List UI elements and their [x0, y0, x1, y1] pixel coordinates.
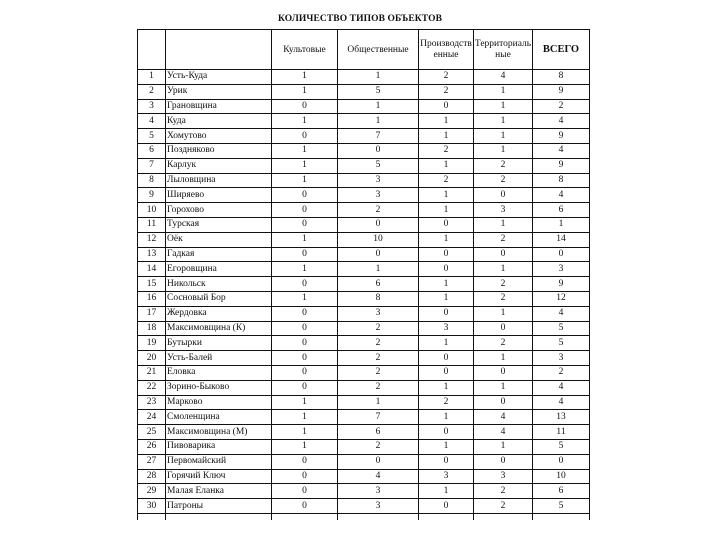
row-index: 1 [138, 70, 166, 85]
social-count: 7 [338, 129, 419, 144]
cult-count: 0 [272, 336, 338, 351]
total-count: 5 [533, 321, 590, 336]
table-row [138, 84, 590, 99]
cult-count: 1 [272, 291, 338, 306]
production-count: 0 [419, 365, 474, 380]
territorial-count: 1 [474, 84, 533, 99]
row-index: 28 [138, 469, 166, 484]
settlement-name: Первомайский [166, 454, 272, 469]
settlement-name: Хомутово [166, 129, 272, 144]
production-count: 1 [419, 410, 474, 425]
total-count: 6 [533, 484, 590, 499]
row-index: 11 [138, 217, 166, 232]
total-count: 8 [533, 173, 590, 188]
total-count: 9 [533, 84, 590, 99]
table-row [138, 351, 590, 366]
territorial-count: 1 [474, 380, 533, 395]
settlement-name: Усть-Куда [166, 70, 272, 85]
row-index: 27 [138, 454, 166, 469]
empty-cell [533, 513, 590, 520]
cult-count: 0 [272, 217, 338, 232]
territorial-count: 2 [474, 499, 533, 514]
territorial-count: 1 [474, 114, 533, 129]
total-count: 4 [533, 395, 590, 410]
settlement-name: Жердовка [166, 306, 272, 321]
header-social: Общественные [338, 30, 419, 70]
territorial-count: 0 [474, 395, 533, 410]
production-count: 2 [419, 143, 474, 158]
social-count: 1 [338, 99, 419, 114]
territorial-count: 1 [474, 143, 533, 158]
table-row [138, 158, 590, 173]
row-index: 5 [138, 129, 166, 144]
row-index: 8 [138, 173, 166, 188]
territorial-count: 2 [474, 484, 533, 499]
social-count: 0 [338, 217, 419, 232]
total-count: 5 [533, 336, 590, 351]
social-count: 3 [338, 188, 419, 203]
territorial-count: 2 [474, 158, 533, 173]
settlement-name: Грановщина [166, 99, 272, 114]
settlement-name: Егоровщина [166, 262, 272, 277]
settlement-name: Усть-Балей [166, 351, 272, 366]
table-row [138, 454, 590, 469]
cult-count: 1 [272, 143, 338, 158]
social-count: 1 [338, 395, 419, 410]
production-count: 1 [419, 291, 474, 306]
social-count: 2 [338, 439, 419, 454]
territorial-count: 2 [474, 277, 533, 292]
total-count: 3 [533, 262, 590, 277]
settlement-name: Урик [166, 84, 272, 99]
total-count: 4 [533, 114, 590, 129]
table-row [138, 499, 590, 514]
table-row [138, 410, 590, 425]
social-count: 3 [338, 499, 419, 514]
total-count: 4 [533, 380, 590, 395]
settlement-name: Еловка [166, 365, 272, 380]
cult-count: 1 [272, 158, 338, 173]
social-count: 0 [338, 454, 419, 469]
production-count: 0 [419, 499, 474, 514]
settlement-name: Турская [166, 217, 272, 232]
header-name [166, 30, 272, 70]
territorial-count: 0 [474, 247, 533, 262]
total-count: 0 [533, 247, 590, 262]
table-row [138, 277, 590, 292]
row-index: 15 [138, 277, 166, 292]
table-row [138, 306, 590, 321]
row-index: 18 [138, 321, 166, 336]
settlement-name: Пивоварика [166, 439, 272, 454]
production-count: 2 [419, 173, 474, 188]
total-count: 2 [533, 99, 590, 114]
table-row [138, 262, 590, 277]
social-count: 3 [338, 306, 419, 321]
table-row [138, 143, 590, 158]
table-row [138, 188, 590, 203]
total-count: 4 [533, 143, 590, 158]
settlement-name: Ширяево [166, 188, 272, 203]
settlement-name: Бутырки [166, 336, 272, 351]
table-row [138, 129, 590, 144]
production-count: 0 [419, 247, 474, 262]
production-count: 0 [419, 99, 474, 114]
territorial-count: 3 [474, 203, 533, 218]
row-index: 13 [138, 247, 166, 262]
table-row [138, 425, 590, 440]
production-count: 0 [419, 454, 474, 469]
row-index: 12 [138, 232, 166, 247]
total-count: 13 [533, 410, 590, 425]
header-cult: Культовые [272, 30, 338, 70]
territorial-count: 1 [474, 306, 533, 321]
social-count: 2 [338, 365, 419, 380]
territorial-count: 0 [474, 454, 533, 469]
territorial-count: 2 [474, 336, 533, 351]
production-count: 1 [419, 336, 474, 351]
production-count: 0 [419, 306, 474, 321]
total-count: 8 [533, 70, 590, 85]
row-index: 4 [138, 114, 166, 129]
row-index: 19 [138, 336, 166, 351]
social-count: 1 [338, 262, 419, 277]
total-count: 12 [533, 291, 590, 306]
empty-cell [338, 513, 419, 520]
settlement-name: Лыловщина [166, 173, 272, 188]
table-row [138, 469, 590, 484]
table-row [138, 291, 590, 306]
table-row [138, 70, 590, 85]
cult-count: 0 [272, 306, 338, 321]
header-index [138, 30, 166, 70]
settlement-name: Горохово [166, 203, 272, 218]
production-count: 1 [419, 129, 474, 144]
territorial-count: 4 [474, 70, 533, 85]
cult-count: 1 [272, 70, 338, 85]
production-count: 0 [419, 217, 474, 232]
table-row [138, 203, 590, 218]
settlement-name: Максимовщина (М) [166, 425, 272, 440]
row-index: 22 [138, 380, 166, 395]
social-count: 1 [338, 70, 419, 85]
table-continuation-row [138, 513, 590, 520]
territorial-count: 2 [474, 291, 533, 306]
row-index: 2 [138, 84, 166, 99]
social-count: 1 [338, 114, 419, 129]
cult-count: 0 [272, 203, 338, 218]
table-row [138, 99, 590, 114]
social-count: 8 [338, 291, 419, 306]
production-count: 1 [419, 188, 474, 203]
social-count: 2 [338, 336, 419, 351]
cult-count: 0 [272, 380, 338, 395]
table-row [138, 232, 590, 247]
row-index: 24 [138, 410, 166, 425]
empty-cell [419, 513, 474, 520]
row-index: 20 [138, 351, 166, 366]
territorial-count: 2 [474, 173, 533, 188]
settlement-name: Марково [166, 395, 272, 410]
table-row [138, 380, 590, 395]
row-index: 17 [138, 306, 166, 321]
settlement-name: Максимовщина (К) [166, 321, 272, 336]
settlement-name: Патроны [166, 499, 272, 514]
total-count: 0 [533, 454, 590, 469]
settlement-name: Сосновый Бор [166, 291, 272, 306]
territorial-count: 1 [474, 351, 533, 366]
territorial-count: 1 [474, 129, 533, 144]
production-count: 2 [419, 70, 474, 85]
territorial-count: 4 [474, 410, 533, 425]
table-row [138, 365, 590, 380]
social-count: 2 [338, 321, 419, 336]
production-count: 1 [419, 203, 474, 218]
production-count: 2 [419, 84, 474, 99]
total-count: 9 [533, 277, 590, 292]
social-count: 7 [338, 410, 419, 425]
empty-cell [474, 513, 533, 520]
row-index: 23 [138, 395, 166, 410]
settlement-name: Карлук [166, 158, 272, 173]
territorial-count: 1 [474, 439, 533, 454]
settlement-name: Зорино-Быково [166, 380, 272, 395]
cult-count: 1 [272, 173, 338, 188]
cult-count: 1 [272, 84, 338, 99]
settlement-name: Оёк [166, 232, 272, 247]
row-index: 26 [138, 439, 166, 454]
total-count: 11 [533, 425, 590, 440]
production-count: 3 [419, 321, 474, 336]
empty-cell [166, 513, 272, 520]
object-types-table [137, 29, 590, 520]
total-count: 9 [533, 158, 590, 173]
cult-count: 1 [272, 425, 338, 440]
row-index: 9 [138, 188, 166, 203]
production-count: 1 [419, 158, 474, 173]
settlement-name: Горячий Ключ [166, 469, 272, 484]
total-count: 10 [533, 469, 590, 484]
cult-count: 1 [272, 410, 338, 425]
row-index: 10 [138, 203, 166, 218]
cult-count: 0 [272, 469, 338, 484]
table-row [138, 484, 590, 499]
social-count: 0 [338, 247, 419, 262]
cult-count: 0 [272, 277, 338, 292]
social-count: 6 [338, 277, 419, 292]
social-count: 10 [338, 232, 419, 247]
social-count: 2 [338, 203, 419, 218]
settlement-name: Гадкая [166, 247, 272, 262]
table-row [138, 395, 590, 410]
table-row [138, 439, 590, 454]
total-count: 3 [533, 351, 590, 366]
header-production: Производственные [419, 30, 474, 70]
territorial-count: 1 [474, 217, 533, 232]
cult-count: 1 [272, 232, 338, 247]
total-count: 5 [533, 499, 590, 514]
settlement-name: Куда [166, 114, 272, 129]
cult-count: 0 [272, 454, 338, 469]
production-count: 1 [419, 277, 474, 292]
cult-count: 0 [272, 365, 338, 380]
production-count: 1 [419, 484, 474, 499]
settlement-name: Смоленщина [166, 410, 272, 425]
table-row [138, 247, 590, 262]
social-count: 2 [338, 380, 419, 395]
header-territorial: Территориальные [474, 30, 533, 70]
production-count: 1 [419, 114, 474, 129]
social-count: 5 [338, 158, 419, 173]
settlement-name: Поздняково [166, 143, 272, 158]
total-count: 9 [533, 129, 590, 144]
social-count: 3 [338, 173, 419, 188]
cult-count: 1 [272, 439, 338, 454]
cult-count: 0 [272, 188, 338, 203]
settlement-name: Малая Еланка [166, 484, 272, 499]
production-count: 1 [419, 380, 474, 395]
row-index: 7 [138, 158, 166, 173]
total-count: 1 [533, 217, 590, 232]
social-count: 3 [338, 484, 419, 499]
cult-count: 1 [272, 262, 338, 277]
total-count: 2 [533, 365, 590, 380]
production-count: 1 [419, 232, 474, 247]
row-index: 21 [138, 365, 166, 380]
empty-cell [138, 513, 166, 520]
table-body [138, 70, 590, 520]
row-index: 16 [138, 291, 166, 306]
social-count: 2 [338, 351, 419, 366]
territorial-count: 1 [474, 99, 533, 114]
cult-count: 0 [272, 99, 338, 114]
production-count: 0 [419, 262, 474, 277]
settlement-name: Никольск [166, 277, 272, 292]
production-count: 1 [419, 439, 474, 454]
row-index: 25 [138, 425, 166, 440]
territorial-count: 0 [474, 321, 533, 336]
cult-count: 0 [272, 321, 338, 336]
table-row [138, 173, 590, 188]
social-count: 6 [338, 425, 419, 440]
production-count: 0 [419, 425, 474, 440]
total-count: 6 [533, 203, 590, 218]
row-index: 30 [138, 499, 166, 514]
social-count: 0 [338, 143, 419, 158]
cult-count: 1 [272, 114, 338, 129]
production-count: 2 [419, 395, 474, 410]
production-count: 3 [419, 469, 474, 484]
territorial-count: 1 [474, 262, 533, 277]
table-row [138, 321, 590, 336]
total-count: 4 [533, 188, 590, 203]
empty-cell [272, 513, 338, 520]
header-row [138, 30, 590, 70]
cult-count: 0 [272, 129, 338, 144]
cult-count: 0 [272, 247, 338, 262]
territorial-count: 2 [474, 232, 533, 247]
table-row [138, 217, 590, 232]
territorial-count: 0 [474, 365, 533, 380]
cult-count: 0 [272, 351, 338, 366]
table-row [138, 114, 590, 129]
row-index: 29 [138, 484, 166, 499]
production-count: 0 [419, 351, 474, 366]
header-total: ВСЕГО [533, 30, 590, 70]
territorial-count: 0 [474, 188, 533, 203]
row-index: 14 [138, 262, 166, 277]
territorial-count: 3 [474, 469, 533, 484]
total-count: 14 [533, 232, 590, 247]
row-index: 6 [138, 143, 166, 158]
territorial-count: 4 [474, 425, 533, 440]
cult-count: 1 [272, 395, 338, 410]
table-row [138, 336, 590, 351]
social-count: 5 [338, 84, 419, 99]
total-count: 4 [533, 306, 590, 321]
table-title: КОЛИЧЕСТВО ТИПОВ ОБЪЕКТОВ [277, 14, 443, 24]
social-count: 4 [338, 469, 419, 484]
cult-count: 0 [272, 484, 338, 499]
row-index: 3 [138, 99, 166, 114]
total-count: 5 [533, 439, 590, 454]
cult-count: 0 [272, 499, 338, 514]
